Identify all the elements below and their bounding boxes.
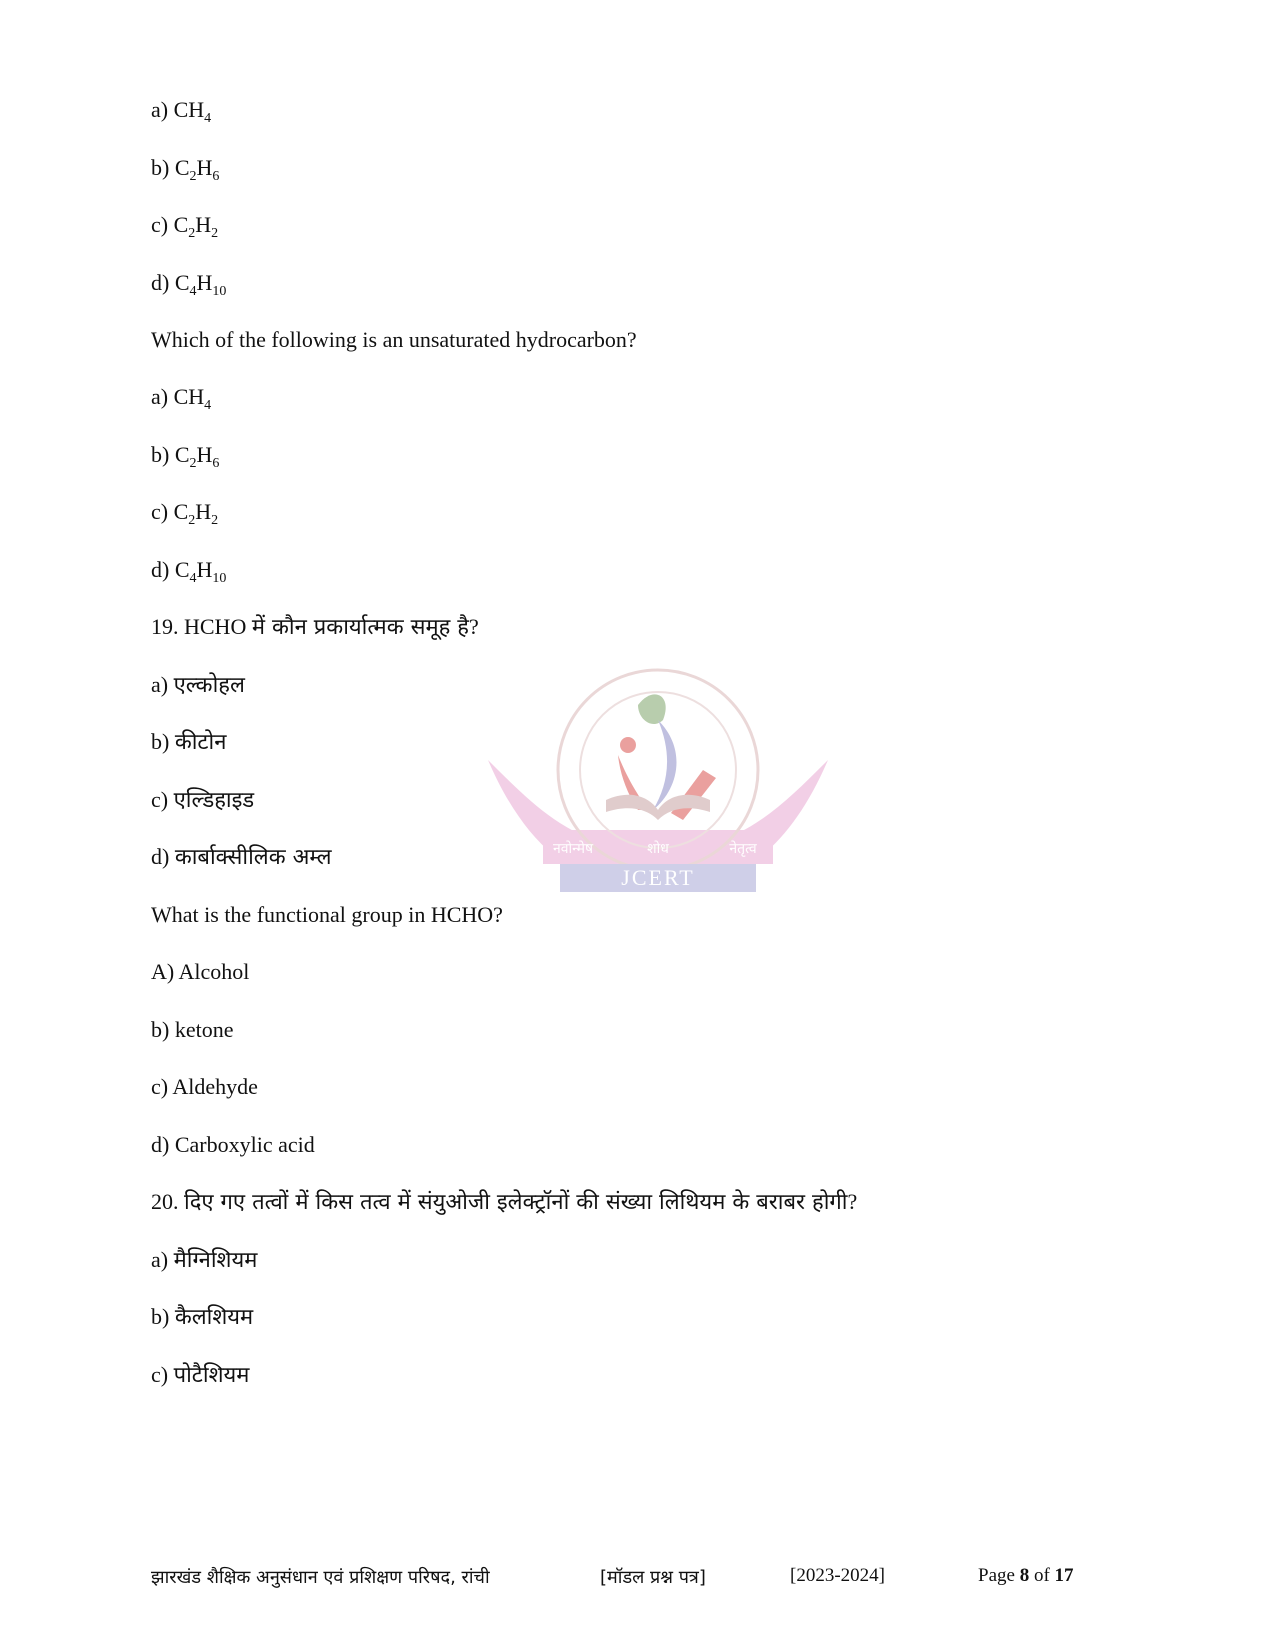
option-a-ch4-en: a) $CH_4$ — [151, 384, 212, 413]
watermark-motto-2: शोध — [647, 841, 669, 857]
q19-option-b-hindi: b) कीटोन — [151, 729, 227, 755]
footer-session: [2023-2024] — [790, 1565, 885, 1586]
footer-page-number: Page 8 of 17 — [978, 1565, 1074, 1586]
question-18-english: Which of the following is an unsaturated hydrocarbon? — [151, 327, 637, 352]
q20-option-a-hindi: a) मैग्निशियम — [151, 1247, 258, 1273]
q19-option-d-hindi: d) कार्बाक्सीलिक अम्ल — [151, 844, 332, 870]
watermark-pencil-icon — [671, 770, 716, 820]
option-d-c4h10: d) $C_4H_{10}$ — [151, 270, 227, 299]
q19-option-c-hindi: c) एल्डिहाइड — [151, 787, 255, 813]
q20-option-b-hindi: b) कैलशियम — [151, 1304, 254, 1330]
watermark-book-icon — [606, 795, 710, 820]
footer-paper-type: [मॉडल प्रश्न पत्र] — [600, 1567, 706, 1588]
q19-option-a-english: A) Alcohol — [151, 959, 250, 984]
watermark-figure-head-icon — [620, 737, 636, 753]
watermark-swoosh-icon — [653, 720, 677, 810]
watermark-leaf-icon — [638, 694, 666, 724]
footer-organization: झारखंड शैक्षिक अनुसंधान एवं प्रशिक्षण परिषद, रांची — [151, 1567, 490, 1588]
watermark-motto-1: नवोन्मेष — [552, 841, 594, 857]
q19-option-a-hindi: a) एल्कोहल — [151, 672, 245, 698]
watermark-motto-3: नेतृत्व — [729, 841, 757, 857]
question-19-hindi: 19. HCHO में कौन प्रकार्यात्मक समूह है? — [151, 614, 479, 640]
option-c-c2h2: c) $C_2H_2$ — [151, 212, 219, 241]
option-d-c4h10-en: d) $C_4H_{10}$ — [151, 557, 227, 586]
jcert-watermark-logo — [488, 660, 828, 950]
question-19-english: What is the functional group in HCHO? — [151, 902, 503, 927]
q19-option-d-english: d) Carboxylic acid — [151, 1132, 315, 1157]
option-a-ch4: a) $CH_4$ — [151, 97, 212, 126]
watermark-name: JCERT — [621, 865, 695, 890]
option-b-c2h6-en: b) $C_2H_6$ — [151, 442, 220, 471]
option-b-c2h6: b) $C_2H_6$ — [151, 155, 220, 184]
question-20-hindi: 20. दिए गए तत्वों में किस तत्व में संयुओजी इलेक्ट्रॉनों की संख्या लिथियम के बराबर होगी? — [151, 1189, 858, 1215]
q20-option-c-hindi: c) पोटैशियम — [151, 1362, 250, 1388]
q19-option-b-english: b) ketone — [151, 1017, 234, 1042]
option-c-c2h2-en: c) $C_2H_2$ — [151, 499, 219, 528]
q19-option-c-english: c) Aldehyde — [151, 1074, 258, 1099]
